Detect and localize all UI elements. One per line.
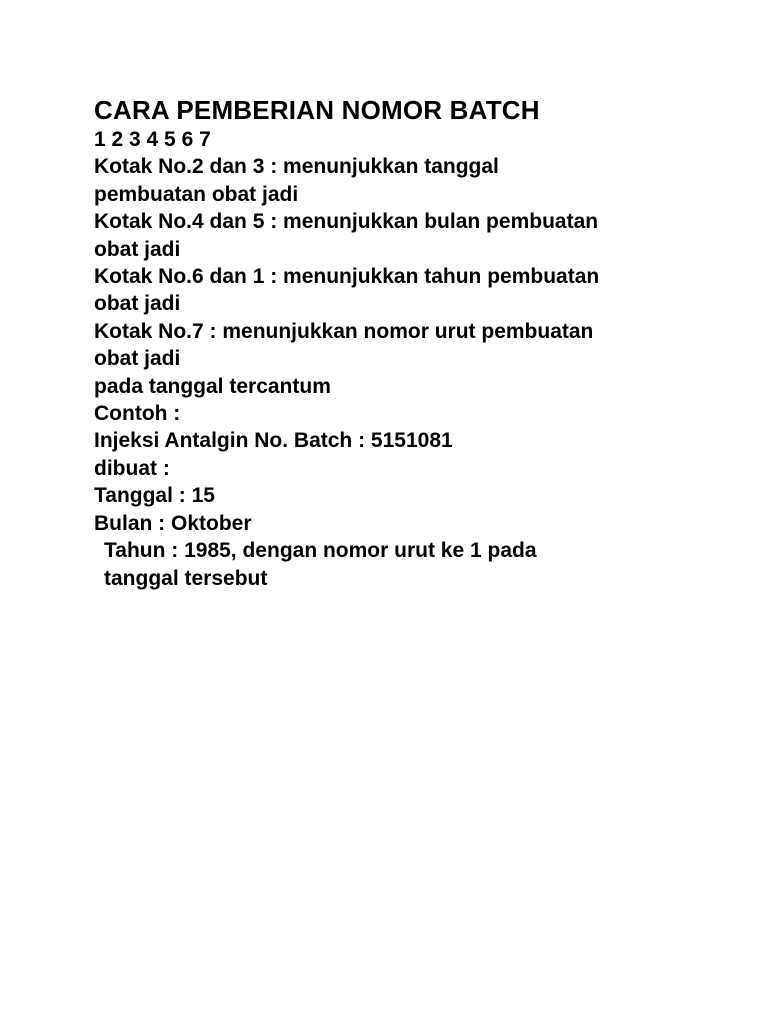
example-year-cont: tanggal tersebut [104,566,268,590]
example-date: Tanggal : 15 [94,484,215,508]
page-title: CARA PEMBERIAN NOMOR BATCH [94,95,540,125]
box-6-1-description: Kotak No.6 dan 1 : menunjukkan tahun pembuatan [94,265,600,289]
box-4-5-description-cont: obat jadi [94,237,181,261]
example-made-label: dibuat : [94,456,170,480]
box-7-description-cont-2: pada tanggal tercantum [94,374,331,398]
box-7-description-cont: obat jadi [94,347,181,371]
box-numbers-line: 1 2 3 4 5 6 7 [94,128,211,151]
example-heading: Contoh : [94,402,181,426]
box-6-1-description-cont: obat jadi [94,292,181,316]
box-2-3-description-cont: pembuatan obat jadi [94,182,299,206]
example-year: Tahun : 1985, dengan nomor urut ke 1 pada [104,539,537,563]
box-2-3-description: Kotak No.2 dan 3 : menunjukkan tanggal [94,155,499,179]
document-body [94,94,734,592]
box-4-5-description: Kotak No.4 dan 5 : menunjukkan bulan pembuatan [94,210,599,234]
example-batch-number: Injeksi Antalgin No. Batch : 5151081 [94,429,453,453]
box-7-description: Kotak No.7 : menunjukkan nomor urut pembuatan [94,319,594,343]
example-month: Bulan : Oktober [94,511,252,535]
